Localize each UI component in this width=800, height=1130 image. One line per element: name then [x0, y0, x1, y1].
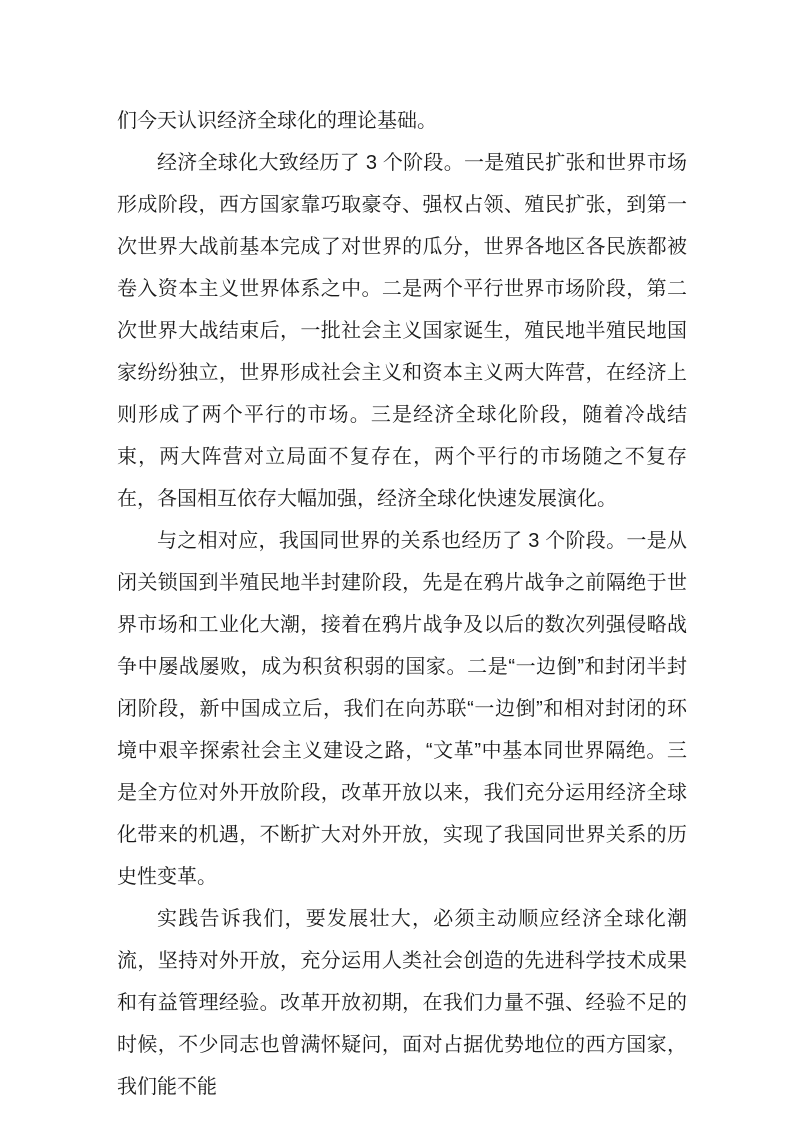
paragraph: 与之相对应，我国同世界的关系也经历了 3 个阶段。一是从闭关锁国到半殖民地半封建阶段，先是在鸦片战争之前隔绝于世界市场和工业化大潮，接着在鸦片战争及以后的数次列强侵略战争中屡战屡败，成为积贫积弱的国家。二是“一边倒”和封闭半封闭阶段，新中国成立后，我们在向苏联“一边倒”和相对封闭的环境中艰辛探索社会主义建设之路，“文革”中基本同世界隔绝。三是全方位对外开放阶段，改革开放以来，我们充分运用经济全球化带来的机遇，不断扩大对外开放，实现了我国同世界关系的历史性变革。	[117, 530, 687, 888]
paragraph: 实践告诉我们，要发展壮大，必须主动顺应经济全球化潮流，坚持对外开放，充分运用人类社会创造的先进科学技术成果和有益管理经验。改革开放初期，在我们力量不强、经验不足的时候，不少同志也曾满怀疑问，面对占据优势地位的西方国家，我们能不能	[117, 908, 687, 1098]
paragraph: 经济全球化大致经历了 3 个阶段。一是殖民扩张和世界市场形成阶段，西方国家靠巧取豪夺、强权占领、殖民扩张，到第一次世界大战前基本完成了对世界的瓜分，世界各地区各民族都被卷入资本主义世界体系之中。二是两个平行世界市场阶段，第二次世界大战结束后，一批社会主义国家诞生，殖民地半殖民地国家纷纷独立，世界形成社会主义和资本主义两大阵营，在经济上则形成了两个平行的市场。三是经济全球化阶段，随着冷战结束，两大阵营对立局面不复存在，两个平行的市场随之不复存在，各国相互依存大幅加强，经济全球化快速发展演化。	[117, 152, 687, 510]
document-body	[117, 100, 687, 1108]
paragraph: 们今天认识经济全球化的理论基础。	[117, 110, 437, 132]
